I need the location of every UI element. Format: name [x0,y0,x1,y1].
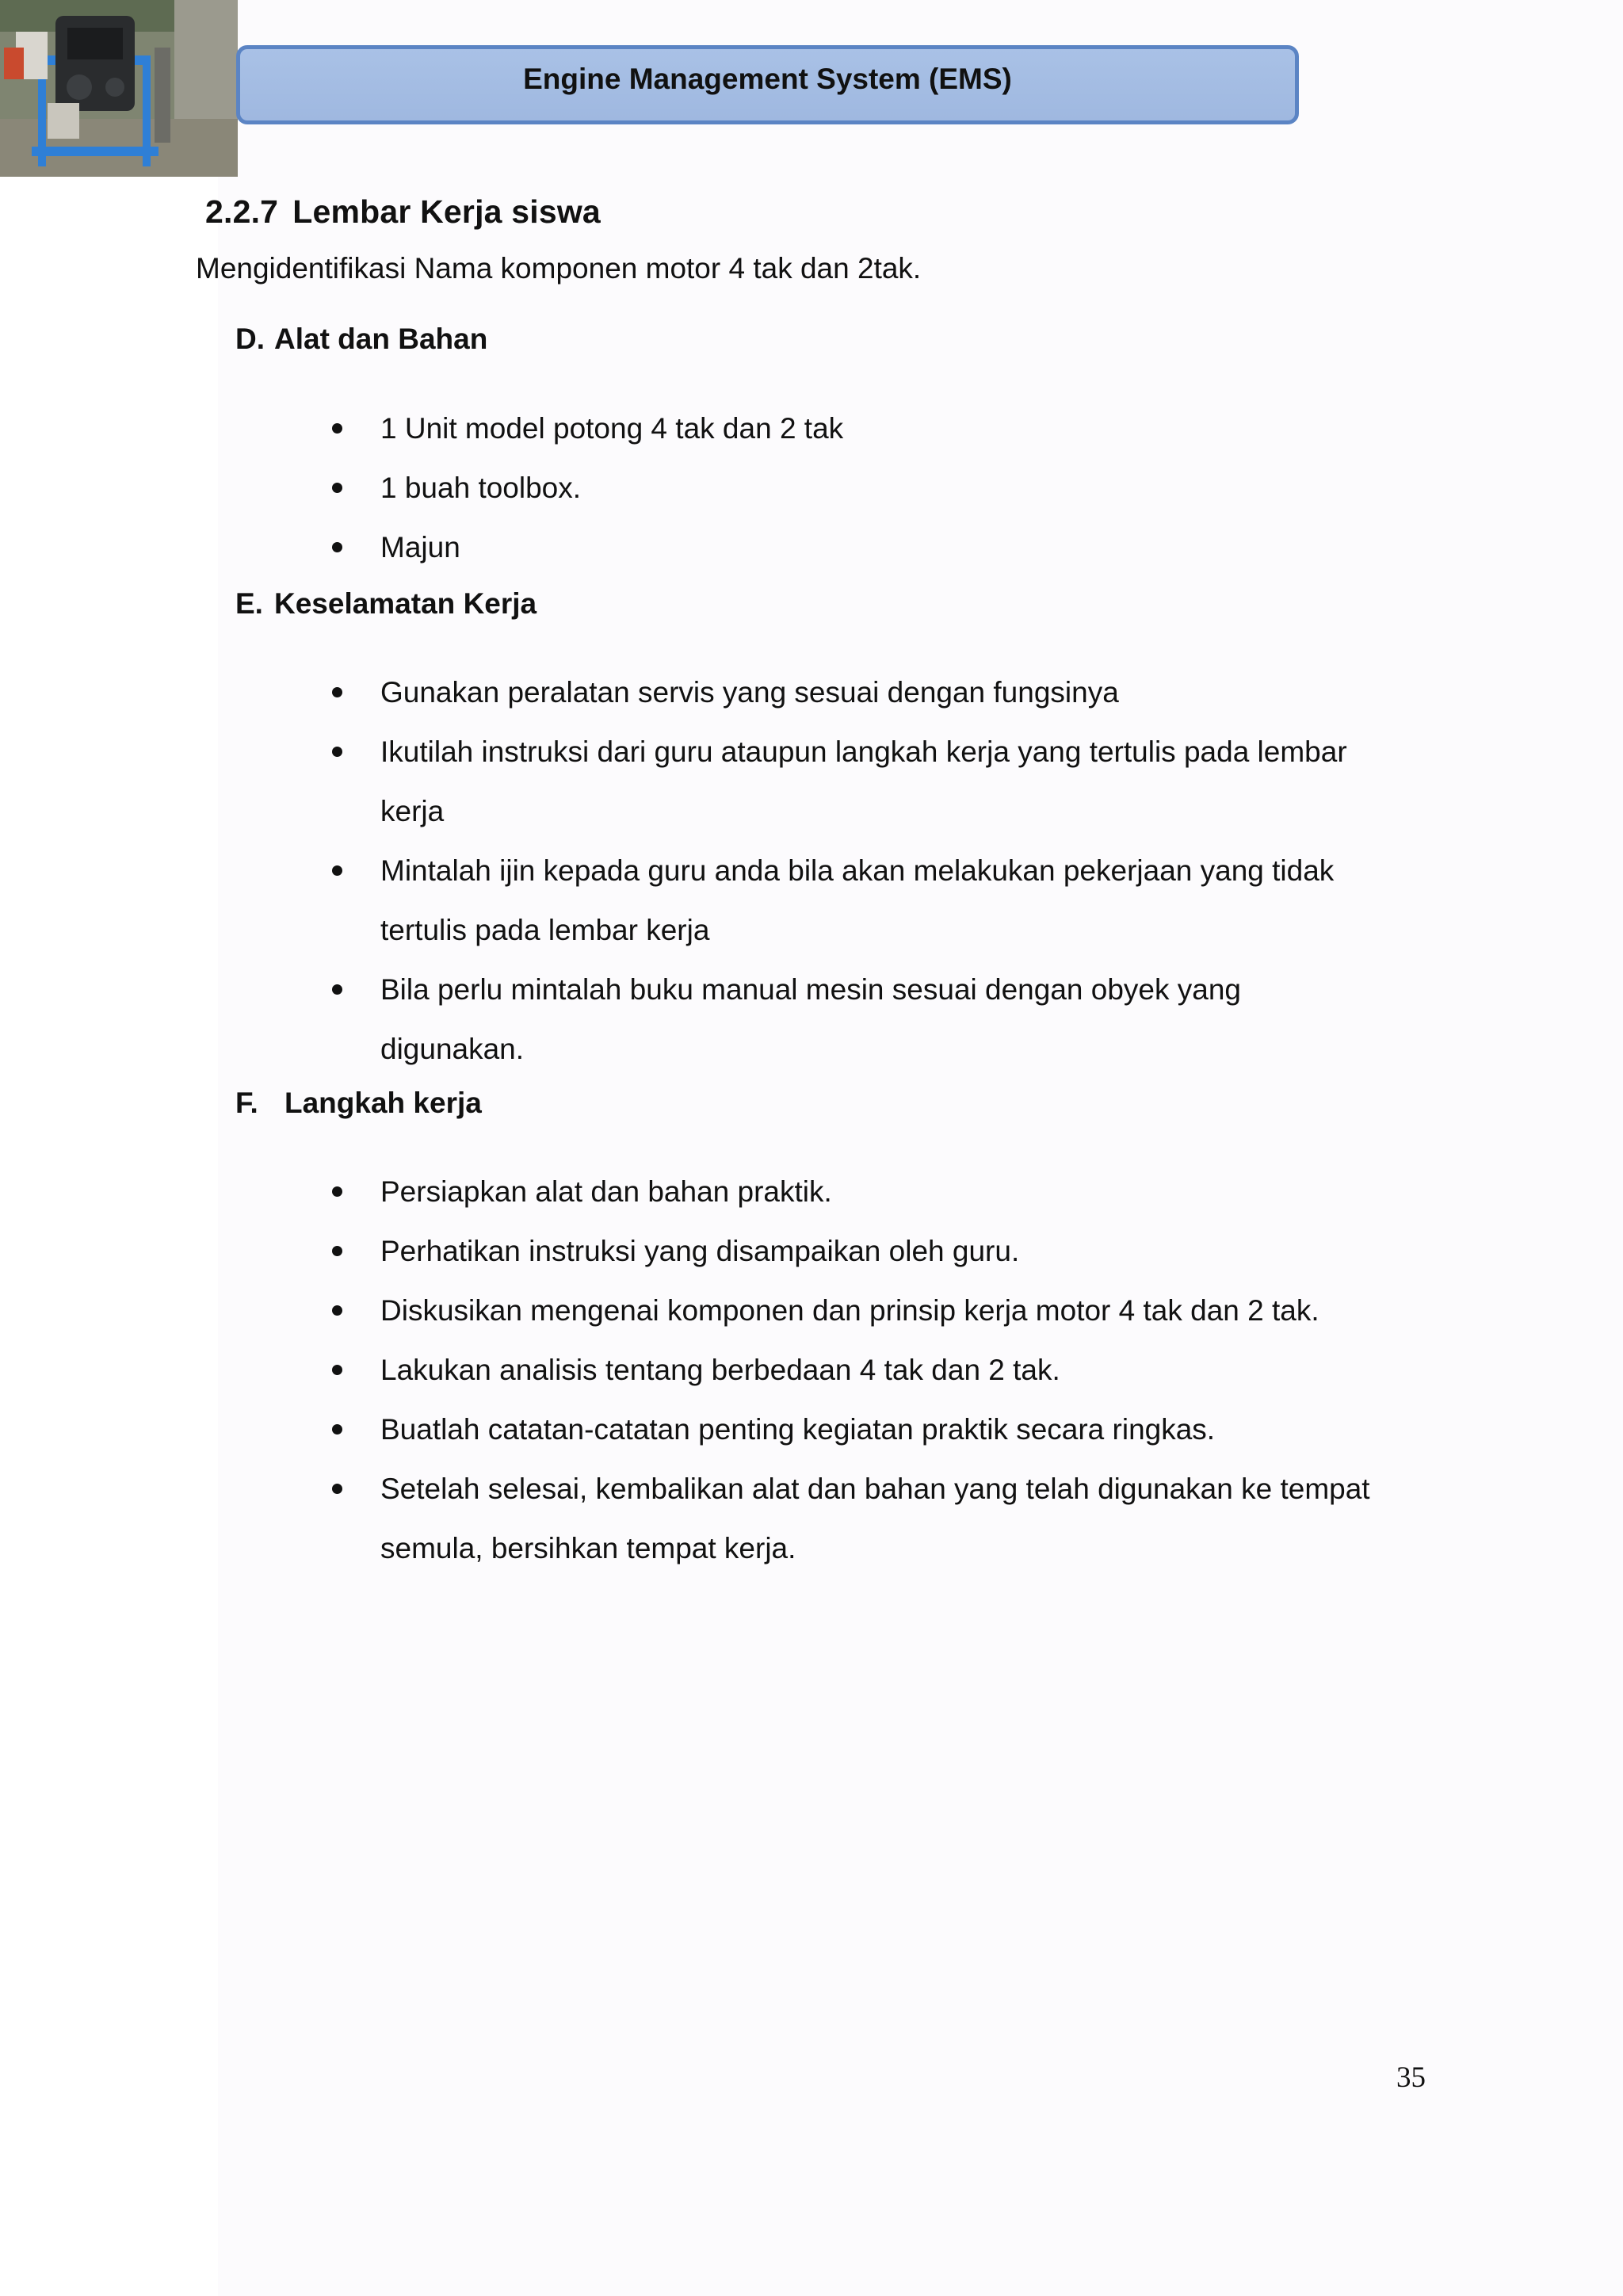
chapter-header-title: Engine Management System (EMS) [523,63,1012,95]
list-item: 1 Unit model potong 4 tak dan 2 tak [0,399,1375,458]
bullet-icon [332,747,342,757]
bullet-icon [332,1424,342,1435]
list-item: Majun [0,518,1375,577]
subheading-text: Langkah kerja [285,1087,482,1119]
list-item: Setelah selesai, kembalikan alat dan bahan yang telah digunakan ke tempat semula, bersihkan tempat kerja. [0,1459,1375,1578]
list-item: Gunakan peralatan servis yang sesuai dengan fungsinya [0,663,1375,722]
subheading-letter: D. [235,323,265,355]
langkah-list [0,1162,1426,1578]
subheading-keselamatan [235,587,537,621]
bullet-icon [332,687,342,697]
list-item: 1 buah toolbox. [0,458,1375,518]
section-intro: Mengidentifikasi Nama komponen motor 4 tak dan 2tak. [196,252,922,285]
bullet-icon [332,1365,342,1375]
list-item: Lakukan analisis tentang berbedaan 4 tak dan 2 tak. [0,1340,1375,1400]
list-item: Diskusikan mengenai komponen dan prinsip kerja motor 4 tak dan 2 tak. [0,1281,1375,1340]
subheading-alat-bahan [235,323,487,356]
engine-trainer-photo [0,0,238,177]
bullet-icon [332,1186,342,1197]
section-title-text: Lembar Kerja siswa [292,193,601,230]
list-item: Perhatikan instruksi yang disampaikan oleh guru. [0,1221,1375,1281]
list-item: Persiapkan alat dan bahan praktik. [0,1162,1375,1221]
keselamatan-list [0,663,1426,1079]
bullet-icon [332,483,342,493]
subheading-langkah [235,1087,482,1120]
alat-bahan-list [0,399,1426,577]
bullet-icon [332,865,342,876]
section-heading [205,193,601,231]
bullet-icon [332,1246,342,1256]
list-item: Bila perlu mintalah buku manual mesin sesuai dengan obyek yang digunakan. [0,960,1375,1079]
subheading-text: Alat dan Bahan [274,323,488,355]
subheading-letter: F. [235,1087,258,1119]
page-number: 35 [1396,2061,1426,2094]
chapter-header-banner [236,45,1299,124]
bullet-icon [332,984,342,995]
bullet-icon [332,1484,342,1494]
section-number: 2.2.7 [205,193,279,230]
list-item: Buatlah catatan-catatan penting kegiatan praktik secara ringkas. [0,1400,1375,1459]
bullet-icon [332,423,342,434]
bullet-icon [332,1305,342,1316]
bullet-icon [332,542,342,552]
subheading-letter: E. [235,587,263,620]
list-item: Mintalah ijin kepada guru anda bila akan melakukan pekerjaan yang tidak tertulis pada lembar kerja [0,841,1375,960]
list-item: Ikutilah instruksi dari guru ataupun langkah kerja yang tertulis pada lembar kerja [0,722,1375,841]
subheading-text: Keselamatan Kerja [274,587,537,620]
